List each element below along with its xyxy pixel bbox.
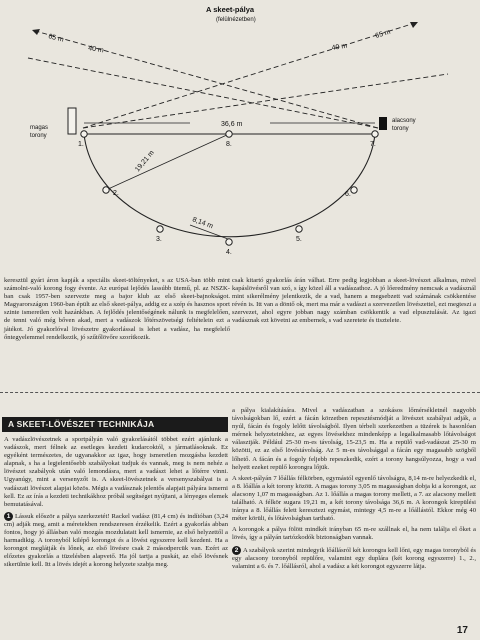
station-5: [296, 226, 302, 232]
trajectory-high-to-right: [83, 22, 418, 128]
number-badge-1: 1: [4, 512, 13, 521]
low-house-label: alacsony torony: [392, 118, 416, 132]
diagram-subtitle: (felülnézetben): [216, 17, 256, 23]
station-arc: [84, 134, 375, 237]
distance-65m-left: 65 m: [47, 33, 65, 44]
diagram-title: A skeet-pálya: [206, 5, 255, 14]
lower-left-column: [4, 436, 228, 570]
station-label-7: 7.: [370, 141, 376, 148]
station-label-3: 3.: [156, 236, 162, 243]
distance-19-21m: 19,21 m: [134, 149, 156, 174]
upper-right-text: csak kitartó gyakorlás árán válhat. Erre pedig legjobban a skeet-lövészet alkalmas, mivel kapáslövésről van szó, s így közel áll a vadászathoz. A jó lőeredmény nemcsak a vadásznál mint sikerélmény jelentkezik, de a vad, hanem a megsebzett vad számának csökkentése révén is. Itt van a döntő ok, mert ma már a vadászt a szervezetlen lövészettel, ezt megteszi a szervezet, ahol egyre jobban nagy számban csökkentik a vad elpusztulását. Az igazi vadásznak ezt követni az embernek, s vad szeretete és tisztelete.: [232, 277, 476, 325]
station-6: [351, 187, 357, 193]
low-house: [379, 117, 387, 130]
trajectory-arrowheads: [32, 22, 418, 35]
station-label-4: 4.: [226, 249, 232, 256]
station-label-5: 5.: [296, 236, 302, 243]
distance-65m-right: 65 m: [374, 28, 392, 40]
trajectory-lines: [28, 22, 448, 128]
distance-36-6m: 36,6 m: [221, 121, 243, 128]
station-label-2: 2.: [113, 190, 119, 197]
number-badge-2: 2: [232, 546, 241, 555]
lower-right-column: [232, 407, 476, 571]
trajectory-low-to-left: [32, 30, 378, 128]
lower-left-paragraph: A vadászlövészetnek a sportpályán való gyakorlásától többet ezért ajánlunk a vadászok, mert félnek az esetleges kezdeti kudarcoktól, s jármatlásoknak. Ez egyéként természetes, de ugyanakkor az igaz, hogy ismeretlen mozgásba kezdett alapnak, s ha a legjelentősebb szabályokat tudjuk és vannak, meg is nem nehéz a lövészet szabályok után való lemondásra, mert a vadászt lehet a lőtérre vinni. Ugyanúgy, mint a versenyzőt is. A skeet-lövészetnek a versenyszabályai is a vadászati lövészet alapjai közös. Mégis a vadásznak jelentős alapjait pályára ismerni kell. Ez az írás a kezdeti technikákhoz próbál segítséget nyújtani, a lényeges elemek bemutatásával.: [4, 436, 228, 508]
upper-left-text: keresztül gyári áron kapják a speciális skeet-töltényeket, s az USA-ban több mint számolni-való korong fogy évente. Az európai lejődés lassúbb ütemű, pl. az NSZK-ban csak 1957-ben szervezte meg a bajor klub az első skeet-bajnokságot. Magyarországon 1960-ban épült az első skeet-pálya, addig ez a szép és hasznos sport szinte ismeretlen volt hazánkban. A fejlődés jelentőségének nálunk is megfelelően, de tenni való még bőven akad, mert a vadászok lőtérszövetségi feltételein ezt a játékot. Jó gyakorlóval lövészetre gyakorlással is lehet a vadász, ha megfelelő őntegyelemmel rendelkezik, jó szűtőlövőre szorítkozik.: [4, 277, 230, 341]
section-divider: [0, 392, 480, 393]
note-2-text: A szabályok szerint mindegyik lőállásról két korongra kell lőni, egy magas toronyból és egy alacsony toronyból repülőre, valamint egy duplára (két korong egyszerre) 1., 2., valamint a 6. és 7. lőállásról, ahol a vadász a két korongot egyszerre látja.: [232, 546, 476, 570]
high-house-label: magas torony: [30, 125, 49, 139]
lower-right-paragraph-2: A skeet-pályán 7 lőállás félkörben, egymástól egyenlő távolságra, 8,14 m-re helyezkedik el, a 8. lőállás a két torony között. A magas torony 3,05 m magasságban dobja ki a korongot, az alacsony 1,07 m magasságban. Az 1. lőállás a magas torony mellett, a 7. az alacsony mellett található. A félkör sugara 19,21 m, a két torony távolsága 36,6 m. A korongok kirepülési iránya a 8. lőállás felett keresztezi egymást, mintegy 4,5 m-re a lőállástól. Ekkor még 40 méter körüli, és lőtávolságban tartható.: [232, 474, 476, 523]
station-label-8: 8.: [226, 141, 232, 148]
distance-40m-left: 40 m: [87, 45, 105, 55]
station-1: [81, 131, 87, 137]
skeet-field-diagram: [0, 0, 480, 272]
upper-left-column: [4, 277, 230, 342]
station-label-6: 6.: [345, 191, 351, 198]
station-3: [157, 226, 163, 232]
page-number: 17: [456, 625, 468, 636]
distance-40m-right: 40 m: [331, 42, 348, 52]
distance-8-14m: 8,14 m: [191, 216, 214, 231]
section-header: A SKEET-LÖVÉSZET TECHNIKÁJA: [2, 417, 228, 432]
station-label-1: 1.: [78, 141, 84, 148]
lower-right-paragraph-3: A korongok a pálya fölött mindkét irányban 65 m-re szállnak el, ha nem találja el őket a lövés, így a pályán tartózkodók biztonságban vannak.: [232, 526, 476, 542]
station-8: [226, 131, 232, 137]
high-house: [68, 108, 76, 134]
trajectory-low-short: [28, 58, 378, 128]
upper-right-column: [232, 277, 476, 326]
station-7: [372, 131, 378, 137]
station-4: [226, 239, 232, 245]
radius-line: [106, 134, 229, 190]
note-2: [232, 546, 476, 571]
lower-right-paragraph-1: a pálya kialakítására. Mivel a vadászatban a szokásos lőmérsékletnél nagyobb távolságokban lő, ezért a fácán körzetben repesztésmódját a lövészet szabályai adják, a nyúl, fácán és fogoly lelőtt távolságból. Ilyen térbeli szerkezetben a tüzérek is hasonlóan mérnek helyzeteinkhez, az egyes lövésekhez mindenképp a legalkalmasabb lőtávolságot választják. Például 25-30 m-es távolság, 15-23,5 m. Ha a repülő vad-vadászat 25-30 m közötti, ez az első lövéstávolság. Az 5 m-es távolsággal a fácán egy magasabb szögből lőhető. A fácán és a fogoly feljebb repeszkedik, ezért a torony hangsúlyozza, hogy a vad helyett ezeket repülő korongra lőjük.: [232, 407, 476, 471]
note-1-text: Lássuk először a pálya szerkezetét! Rackel vadász (81,4 cm) és indítóban (3,24 cm) adják meg, amit a méretekben rendszeresen érzékelik. Ezért a gyakorlás abban fontos, hogy jó állásban való mozgás mozdulatait kell ismernie, az első helyzettől a harmadikig. A toronyból kilépő korongot és a lövést egyszerre kell kezdeni. Ha a korongot meglátják és lőnek, az első lövésre csak 2 másodpercük van. Ezért az előzetes gyakorlás a tüzelésben alapvető. Ha jól tartja a puskát, az első lövésnek sikerülnie kell. Itt a lövés idejét a korong helyzete szabja meg.: [4, 512, 228, 569]
station-2: [103, 187, 109, 193]
note-1: [4, 512, 228, 570]
